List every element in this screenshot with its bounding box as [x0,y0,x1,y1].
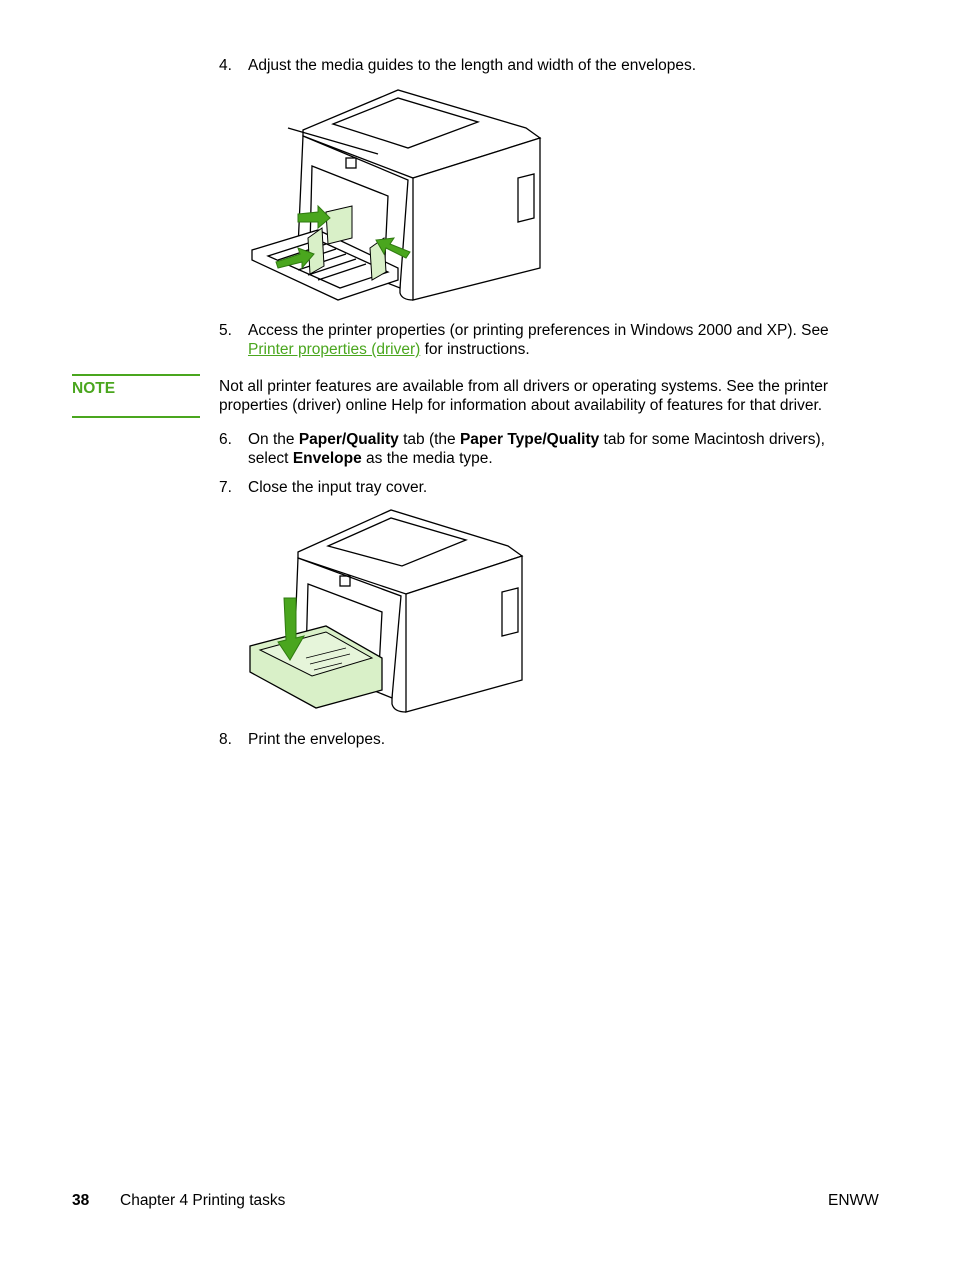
step-text [248,430,868,468]
step-text: Adjust the media guides to the length and width of the envelopes. [248,57,697,74]
step-text-part: for instructions. [420,341,530,358]
chapter-title: Chapter 4 Printing tasks [120,1192,286,1209]
step-text-part: tab for some Macintosh drivers), select [248,431,825,467]
printer-media-guides-illustration [248,88,544,304]
footer-right-label: ENWW [828,1192,879,1209]
step-text-part: On the [248,431,299,448]
printer-properties-link[interactable]: Printer properties (driver) [248,341,421,358]
printer-close-tray-illustration [246,508,528,718]
step-number: 7. [219,479,232,496]
note-text: Not all printer features are available from all drivers or operating systems. See the printer properties (driver) online Help for information about availability of features for that driver. [219,378,829,414]
note-label-box [72,374,200,418]
step-text-part: Access the printer properties (or printing preferences in Windows 2000 and XP). See [248,322,829,339]
step-text-part: tab (the [398,431,460,448]
paper-quality-term: Paper/Quality [298,431,399,448]
paper-type-quality-term: Paper Type/Quality [459,431,600,448]
step-number: 5. [219,322,232,339]
step-text: Print the envelopes. [248,731,386,748]
envelope-term: Envelope [292,450,362,467]
step-text-part: as the media type. [361,450,493,467]
note-label: NOTE [72,380,116,397]
step-number: 8. [219,731,232,748]
step-text: Close the input tray cover. [248,479,428,496]
step-text [248,321,868,359]
step-number: 4. [219,57,232,74]
step-number: 6. [219,431,232,448]
page-number: 38 [72,1192,90,1209]
